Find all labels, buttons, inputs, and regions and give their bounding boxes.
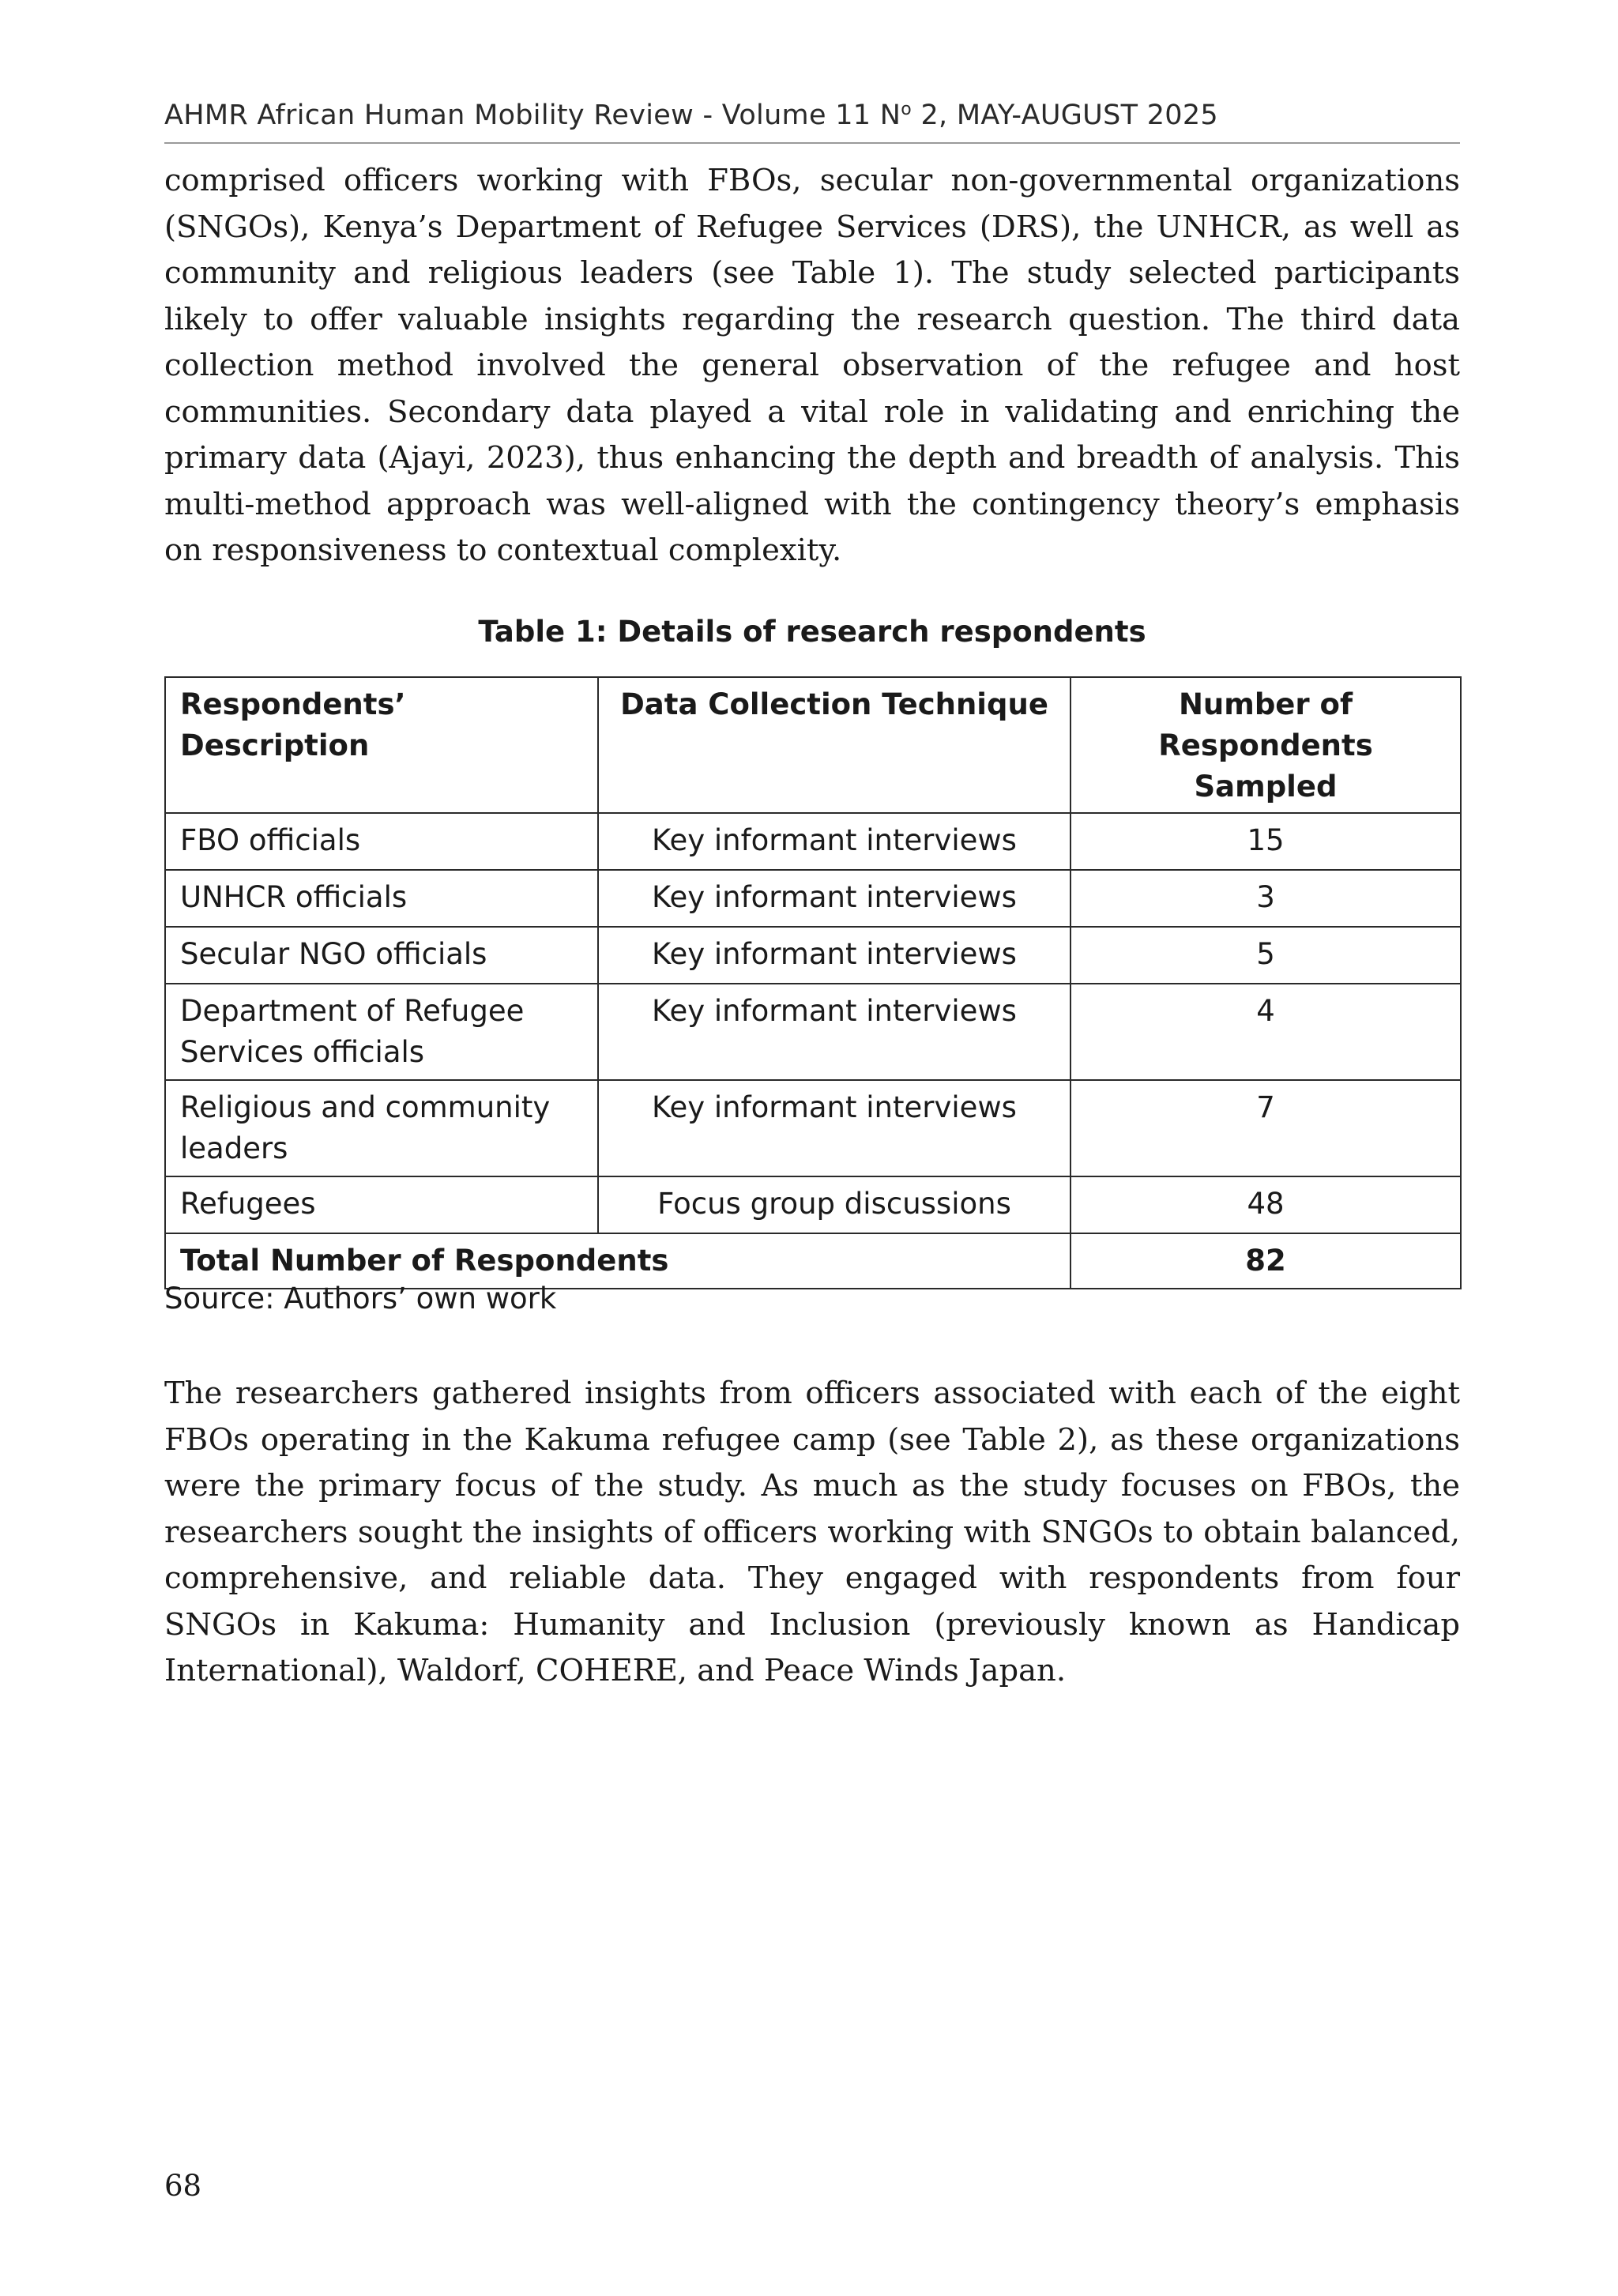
table-row [165, 984, 1461, 1080]
table-source-note: Source: Authors’ own work [164, 1282, 557, 1315]
cell-count: 3 [1071, 870, 1461, 927]
cell-count: 48 [1071, 1176, 1461, 1233]
cell-description: FBO officials [165, 813, 598, 870]
total-count: 82 [1071, 1233, 1461, 1289]
table-total-row [165, 1233, 1461, 1289]
table-row [165, 870, 1461, 927]
cell-technique: Key informant interviews [598, 927, 1071, 984]
cell-description: Religious and community leaders [165, 1080, 598, 1176]
cell-description: Refugees [165, 1176, 598, 1233]
cell-technique: Key informant interviews [598, 1080, 1071, 1176]
cell-description: Secular NGO officials [165, 927, 598, 984]
respondents-table [164, 676, 1462, 1289]
table-row [165, 813, 1461, 870]
header-respondents-description: Respondents’ Description [165, 677, 598, 813]
cell-technique: Key informant interviews [598, 870, 1071, 927]
header-rule [164, 142, 1460, 144]
table-row [165, 1176, 1461, 1233]
body-paragraph-1: comprised officers working with FBOs, secular non-governmental organizations (SNGOs), Kenya’s Department of Refugee Services (DRS), the UNHCR, as well as community and religious leaders (see Table 1). The study selected participants likely to offer valuable insights regarding the research question. The third data collection method involved the general observation of the refugee and host communities. Secondary data played a vital role in validating and enriching the primary data (Ajayi, 2023), thus enhancing the depth and breadth of analysis. This multi-method approach was well-aligned with the contingency theory’s emphasis on responsiveness to contextual complexity. [164, 163, 1460, 568]
cell-count: 5 [1071, 927, 1461, 984]
page-number: 68 [164, 2169, 202, 2203]
running-head-number-sign: o [901, 100, 912, 119]
running-head [164, 100, 1460, 131]
cell-description: Department of Refugee Services officials [165, 984, 598, 1080]
cell-count: 15 [1071, 813, 1461, 870]
cell-technique: Key informant interviews [598, 984, 1071, 1080]
table-header-row [165, 677, 1461, 813]
body-paragraph-2: The researchers gathered insights from officers associated with each of the eight FBOs operating in the Kakuma refugee camp (see Table 2), as these organizations were the primary focus of the study. As much as the study focuses on FBOs, the researchers sought the insights of officers working with SNGOs to obtain balanced, comprehensive, and reliable data. They engaged with respondents from four SNGOs in Kakuma: Humanity and Inclusion (previously known as Handicap International), Waldorf, COHERE, and Peace Winds Japan. [164, 1376, 1460, 1688]
running-head-issue: 2, MAY-AUGUST 2025 [912, 100, 1218, 131]
table-row [165, 1080, 1461, 1176]
cell-technique: Focus group discussions [598, 1176, 1071, 1233]
total-label: Total Number of Respondents [165, 1233, 1071, 1289]
cell-technique: Key informant interviews [598, 813, 1071, 870]
table-caption: Table 1: Details of research respondents [478, 615, 1146, 649]
running-head-title: AHMR African Human Mobility Review - Volume 11 N [164, 100, 901, 131]
cell-description: UNHCR officials [165, 870, 598, 927]
header-number-sampled: Number of Respondents Sampled [1071, 677, 1461, 813]
table-row [165, 927, 1461, 984]
cell-count: 7 [1071, 1080, 1461, 1176]
header-data-collection-technique: Data Collection Technique [598, 677, 1071, 813]
cell-count: 4 [1071, 984, 1461, 1080]
